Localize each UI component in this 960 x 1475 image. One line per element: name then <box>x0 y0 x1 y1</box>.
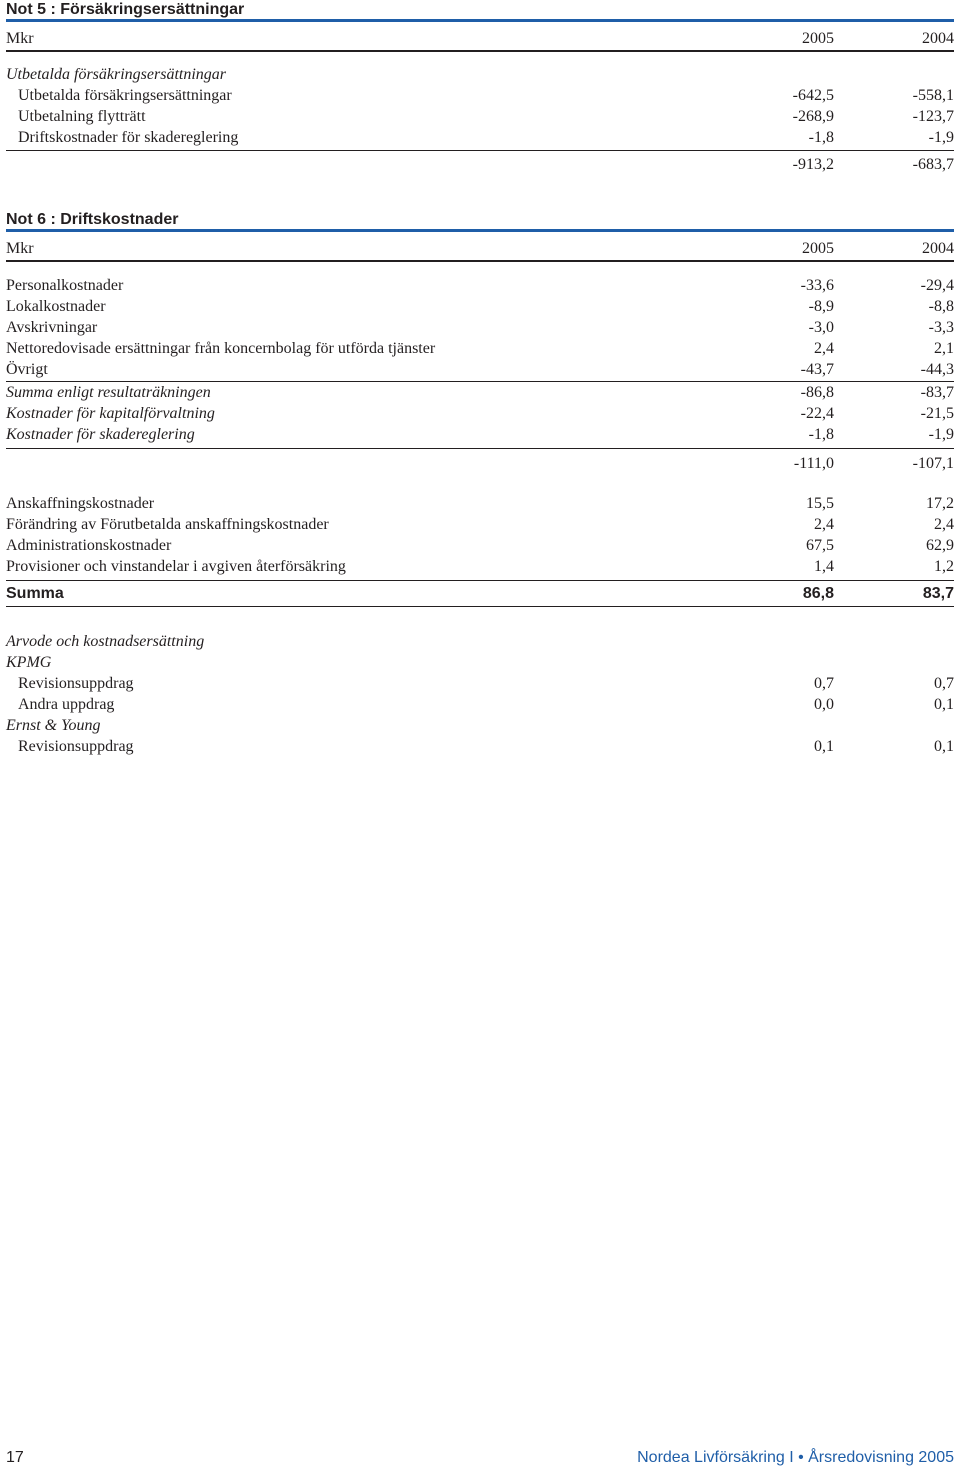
table-row <box>6 424 954 445</box>
footer-title: Nordea Livförsäkring I • Årsredovisning 2005 <box>637 1449 954 1466</box>
value-2004: -8,8 <box>928 297 954 315</box>
table-row <box>6 403 954 424</box>
value-2005: 15,5 <box>806 494 834 512</box>
value-2004: -44,3 <box>920 360 954 378</box>
value-2005: 67,5 <box>806 536 834 554</box>
summa-2004: 83,7 <box>922 584 954 602</box>
row-label: Driftskostnader för skadereglering <box>18 128 239 146</box>
table-row <box>6 85 954 106</box>
annual-report-page <box>6 0 954 757</box>
table-row <box>6 514 954 535</box>
note5 <box>6 0 954 177</box>
auditor-ey <box>6 715 954 736</box>
value-2005: 0,7 <box>814 674 834 692</box>
note5-unit-label: Mkr <box>6 30 34 47</box>
row-label: Anskaffningskostnader <box>6 494 155 512</box>
row-label: Utbetalning flytträtt <box>18 107 146 125</box>
table-row <box>6 556 954 577</box>
value-2004: -29,4 <box>920 276 954 294</box>
value-2004: 2,1 <box>934 339 954 357</box>
note6-subtotal-row <box>6 448 954 476</box>
value-2005: -1,8 <box>808 128 834 146</box>
value-2004: -1,9 <box>928 425 954 443</box>
row-label: Revisionsuppdrag <box>18 737 134 755</box>
value-2004: 2,4 <box>934 515 954 533</box>
table-row <box>6 381 954 403</box>
value-2004: 0,1 <box>934 695 954 713</box>
value-2005: 0,1 <box>814 737 834 755</box>
note5-year-2004: 2004 <box>922 30 954 47</box>
summa-label: Summa <box>6 584 64 602</box>
note5-title: Not 5 : Försäkringsersättningar <box>6 0 954 22</box>
row-label: Nettoredovisade ersättningar från koncernbolag för utförda tjänster <box>6 339 436 357</box>
value-2005: -3,0 <box>808 318 834 336</box>
value-2005: 2,4 <box>814 515 834 533</box>
value-2004: -21,5 <box>920 404 954 422</box>
table-row <box>6 106 954 127</box>
value-2005: -642,5 <box>792 86 834 104</box>
row-label: Avskrivningar <box>6 318 98 336</box>
auditor-name: Ernst & Young <box>6 716 101 734</box>
value-2004: -558,1 <box>912 86 954 104</box>
note5-section-heading <box>6 64 954 85</box>
row-label: Kostnader för kapitalförvaltning <box>6 404 215 422</box>
value-2005: 2,4 <box>814 339 834 357</box>
row-label: Utbetalda försäkringsersättningar <box>18 86 232 104</box>
value-2005: -1,8 <box>808 425 834 443</box>
table-row <box>6 493 954 514</box>
row-label: Provisioner och vinstandelar i avgiven återförsäkring <box>6 557 346 575</box>
value-2004: 0,7 <box>934 674 954 692</box>
row-label: Kostnader för skadereglering <box>6 425 195 443</box>
note5-header <box>6 22 954 52</box>
note6-year-2005: 2005 <box>802 240 834 257</box>
value-2005: -43,7 <box>800 360 834 378</box>
value-2004: -3,3 <box>928 318 954 336</box>
table-row <box>6 359 954 380</box>
table-row <box>6 317 954 338</box>
table-row <box>6 535 954 556</box>
value-2004: -123,7 <box>912 107 954 125</box>
value-2005: -268,9 <box>792 107 834 125</box>
value-2005: -33,6 <box>800 276 834 294</box>
row-label: Lokalkostnader <box>6 297 106 315</box>
table-row <box>6 275 954 296</box>
row-label: Revisionsuppdrag <box>18 674 134 692</box>
audit-heading-label: Arvode och kostnadsersättning <box>6 632 205 650</box>
note6-year-2004: 2004 <box>922 240 954 257</box>
auditor-name: KPMG <box>6 653 52 671</box>
table-row <box>6 736 954 757</box>
value-2005: 1,4 <box>814 557 834 575</box>
value-2004: -83,7 <box>920 383 954 401</box>
page-footer <box>6 1446 954 1470</box>
table-row <box>6 127 954 148</box>
subtotal-2004: -107,1 <box>912 454 954 472</box>
section-label: Utbetalda försäkringsersättningar <box>6 65 227 83</box>
summa-2005: 86,8 <box>802 584 834 602</box>
value-2004: 0,1 <box>934 737 954 755</box>
page-number: 17 <box>6 1449 24 1466</box>
value-2005: -86,8 <box>800 383 834 401</box>
value-2005: -22,4 <box>800 404 834 422</box>
row-label: Summa enligt resultaträkningen <box>6 383 211 401</box>
value-2004: 62,9 <box>926 536 954 554</box>
subtotal-2005: -111,0 <box>793 454 834 472</box>
row-label: Övrigt <box>6 360 48 378</box>
row-label: Personalkostnader <box>6 276 124 294</box>
note5-total-row <box>6 150 954 177</box>
note6-unit-label: Mkr <box>6 240 34 257</box>
value-2004: -1,9 <box>928 128 954 146</box>
row-label: Administrationskostnader <box>6 536 172 554</box>
value-2005: 0,0 <box>814 695 834 713</box>
table-row <box>6 296 954 317</box>
table-row <box>6 338 954 359</box>
value-2004: 1,2 <box>934 557 954 575</box>
note6 <box>6 210 954 757</box>
value-2005: -8,9 <box>808 297 834 315</box>
auditor-kpmg <box>6 652 954 673</box>
row-label: Förändring av Förutbetalda anskaffningskostnader <box>6 515 329 533</box>
audit-heading <box>6 631 954 652</box>
note6-title: Not 6 : Driftskostnader <box>6 210 954 232</box>
row-label: Andra uppdrag <box>18 695 115 713</box>
table-row <box>6 694 954 715</box>
note6-header <box>6 232 954 262</box>
total-2004: -683,7 <box>912 156 954 173</box>
value-2004: 17,2 <box>926 494 954 512</box>
total-2005: -913,2 <box>792 156 834 173</box>
note5-year-2005: 2005 <box>802 30 834 47</box>
note6-summa-row <box>6 580 954 607</box>
table-row <box>6 673 954 694</box>
